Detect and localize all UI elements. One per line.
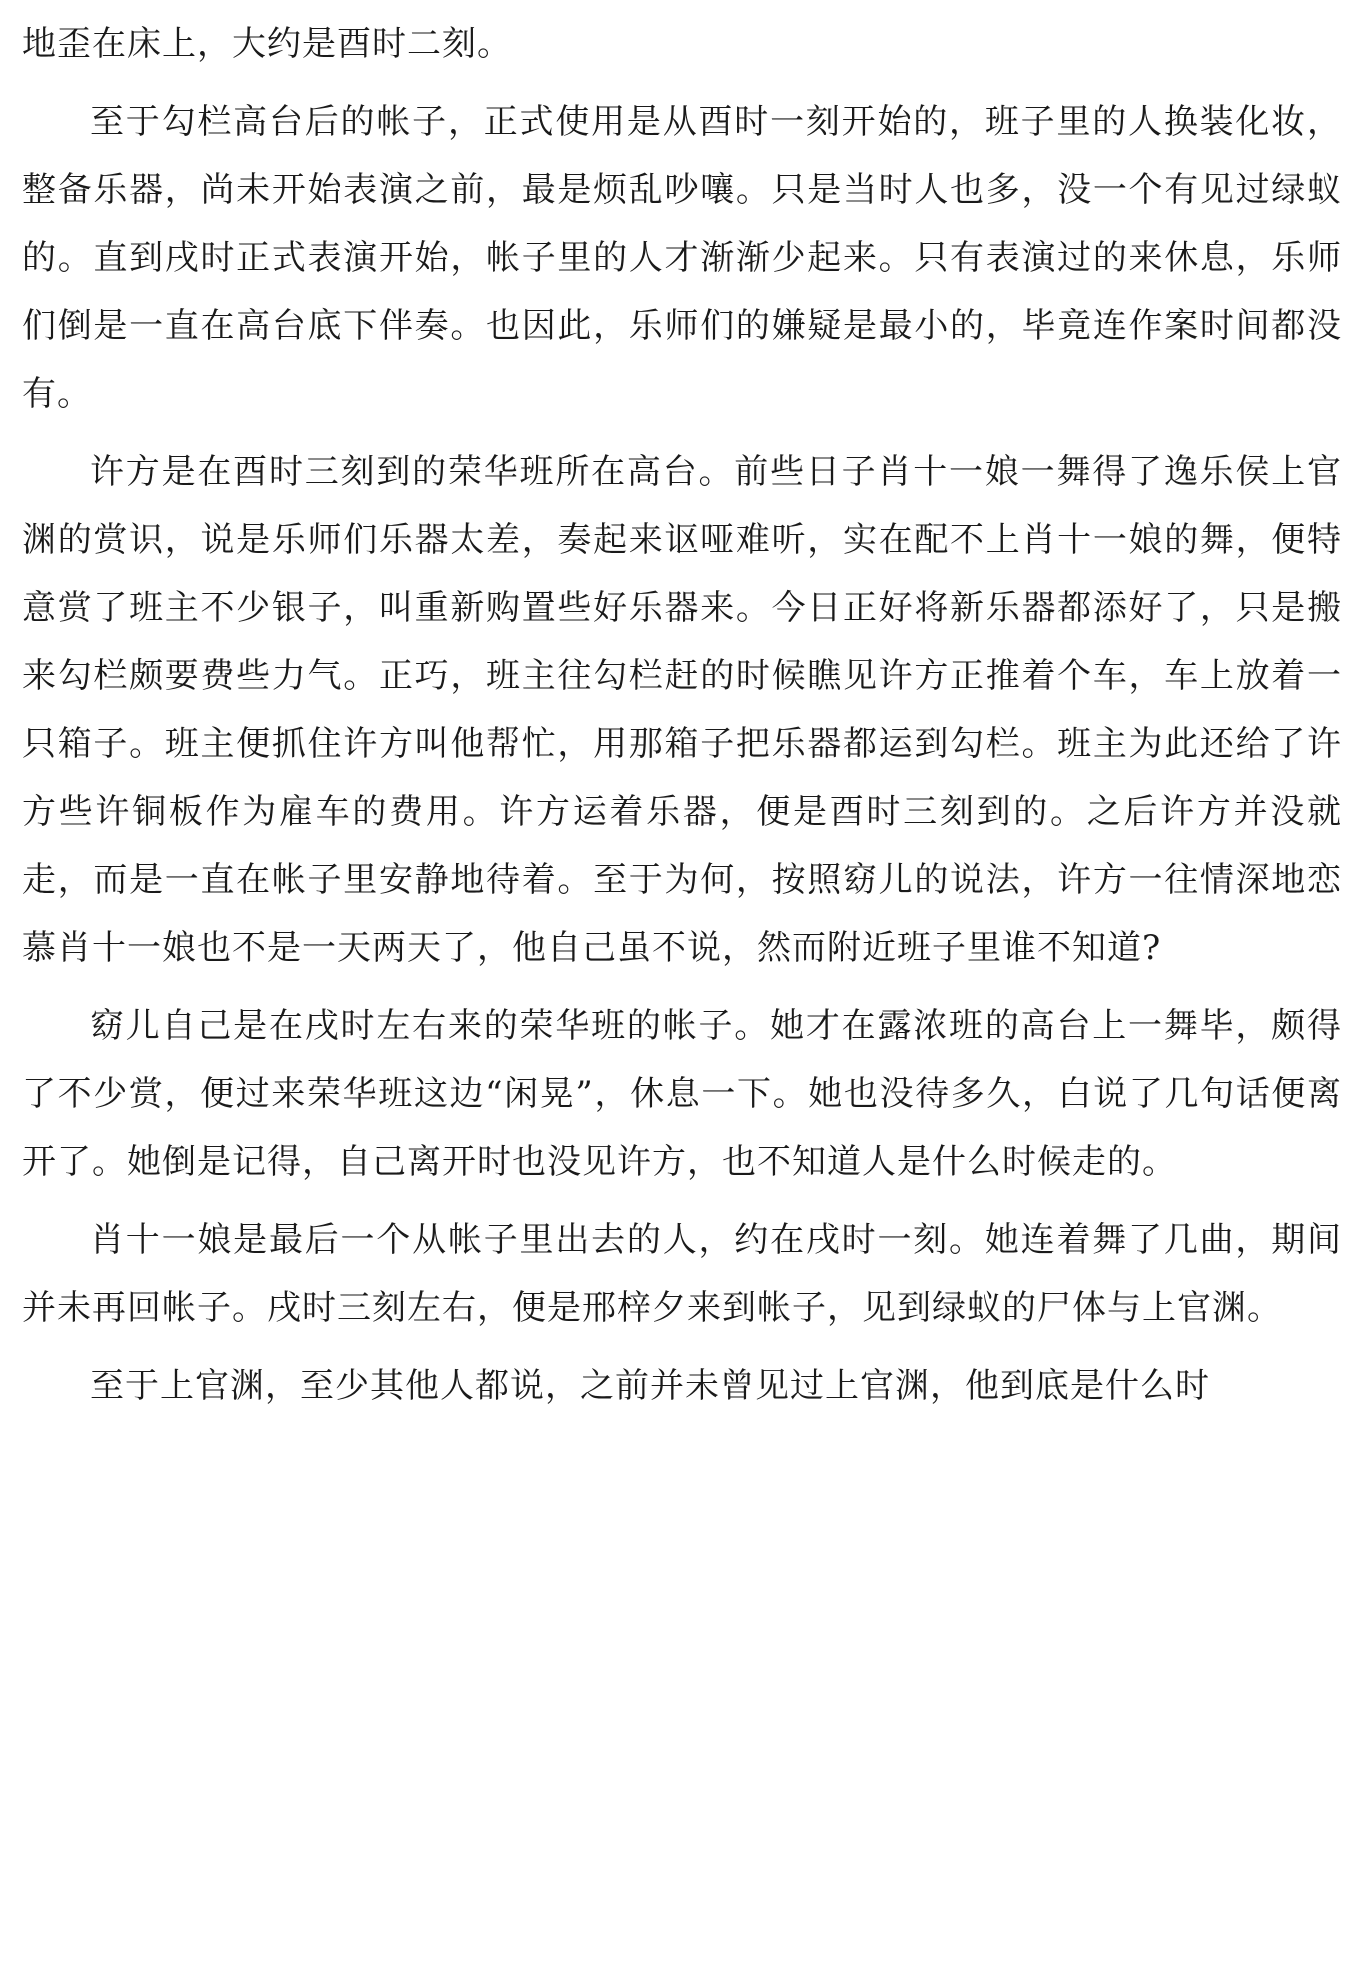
paragraph-6: 至于上官渊，至少其他人都说，之前并未曾见过上官渊，他到底是什么时 [90, 1366, 1210, 1406]
paragraph-3: 许方是在酉时三刻到的荣华班所在高台。前些日子肖十一娘一舞得了逸乐侯上官渊的赏识，说是乐师们乐器太差，奏起来讴哑难听，实在配不上肖十一娘的舞，便特意赏了班主不少银子，叫重新购置些好乐器来。今日正好将新乐器都添好了，只是搬来勾栏颇要费些力气。正巧，班主往勾栏赶的时候瞧见许方正推着个车，车上放着一只箱子。班主便抓住许方叫他帮忙，用那箱子把乐器都运到勾栏。班主为此还给了许方些许铜板作为雇车的费用。许方运着乐器，便是酉时三刻到的。之后许方并没就走，而是一直在帐子里安静地待着。至于为何，按照窈儿的说法，许方一往情深地恋慕肖十一娘也不是一天两天了，他自己虽不说，然而附近班子里谁不知道? [22, 452, 1342, 968]
document-body [22, 10, 1342, 1420]
paragraph-2: 至于勾栏高台后的帐子，正式使用是从酉时一刻开始的，班子里的人换装化妆，整备乐器，尚未开始表演之前，最是烦乱吵嚷。只是当时人也多，没一个有见过绿蚁的。直到戌时正式表演开始，帐子里的人才渐渐少起来。只有表演过的来休息，乐师们倒是一直在高台底下伴奏。也因此，乐师们的嫌疑是最小的，毕竟连作案时间都没有。 [22, 102, 1342, 414]
paragraph-5: 肖十一娘是最后一个从帐子里出去的人，约在戌时一刻。她连着舞了几曲，期间并未再回帐子。戌时三刻左右，便是邢梓夕来到帐子，见到绿蚁的尸体与上官渊。 [22, 1220, 1342, 1328]
paragraph-1: 地歪在床上，大约是酉时二刻。 [22, 24, 512, 64]
paragraph-4: 窈儿自己是在戌时左右来的荣华班的帐子。她才在露浓班的高台上一舞毕，颇得了不少赏，便过来荣华班这边“闲晃”，休息一下。她也没待多久，白说了几句话便离开了。她倒是记得，自己离开时也没见许方，也不知道人是什么时候走的。 [22, 1006, 1342, 1182]
